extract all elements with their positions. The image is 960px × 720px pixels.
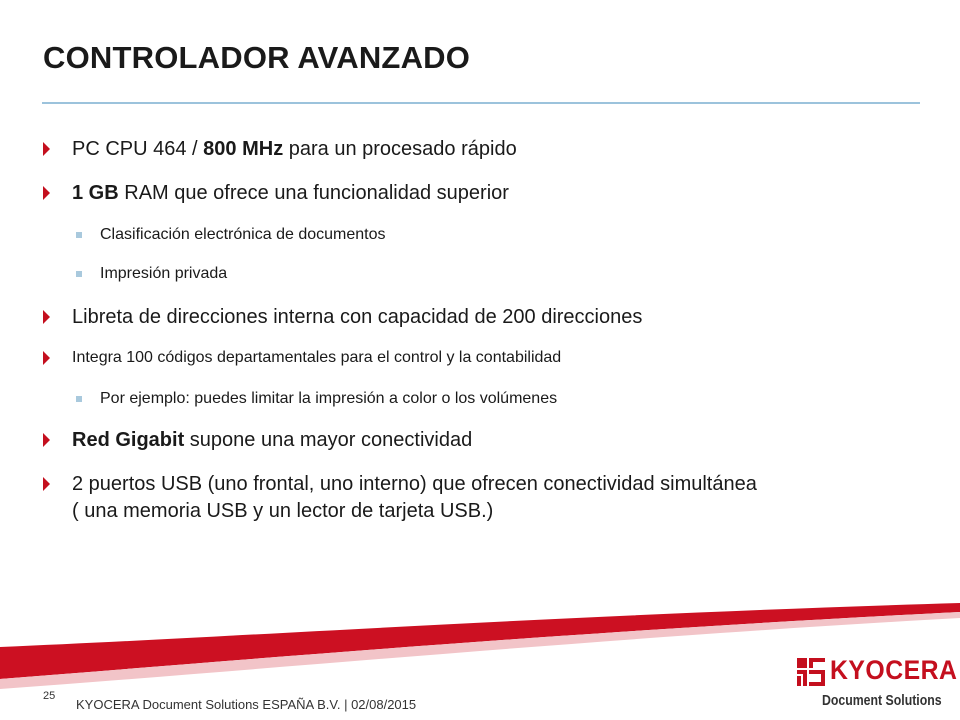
slide-title: CONTROLADOR AVANZADO <box>43 40 471 75</box>
bullet-arrow-icon <box>43 351 50 365</box>
square-bullet-icon <box>76 396 82 402</box>
bullet-arrow-icon <box>43 186 50 200</box>
footer-company-date: KYOCERA Document Solutions ESPAÑA B.V. | 02/08/2015 <box>76 697 417 712</box>
square-bullet-icon <box>76 271 82 277</box>
bullet-text: Libreta de direcciones interna con capacidad de 200 direcciones <box>72 306 643 328</box>
sub-bullet-text: Por ejemplo: puedes limitar la impresión a color o los volúmenes <box>100 390 558 407</box>
bullet-text: Integra 100 códigos departamentales para el control y la contabilidad <box>72 349 562 366</box>
logo-wordmark: KYOCERA <box>830 655 958 685</box>
bullet-text: 2 puertos USB (uno frontal, uno interno) que ofrecen conectividad simultánea <box>72 473 757 495</box>
bullet-arrow-icon <box>43 142 50 156</box>
bullet-text: PC CPU 464 / 800 MHz para un procesado rápido <box>72 138 517 160</box>
square-bullet-icon <box>76 232 82 238</box>
page-number: 25 <box>43 690 56 702</box>
bullet-arrow-icon <box>43 433 50 447</box>
bullet-arrow-icon <box>43 477 50 491</box>
sub-bullet-text: Clasificación electrónica de documentos <box>100 226 386 243</box>
bullet-arrow-icon <box>43 310 50 324</box>
kyocera-logo <box>795 654 958 710</box>
bullet-text: ( una memoria USB y un lector de tarjeta USB.) <box>72 500 494 522</box>
kyocera-emblem-icon <box>795 656 827 688</box>
bullet-text: 1 GB RAM que ofrece una funcionalidad superior <box>72 182 509 204</box>
bullet-text: Red Gigabit supone una mayor conectividad <box>72 429 473 451</box>
logo-tagline: Document Solutions <box>822 692 942 709</box>
sub-bullet-text: Impresión privada <box>100 265 228 282</box>
